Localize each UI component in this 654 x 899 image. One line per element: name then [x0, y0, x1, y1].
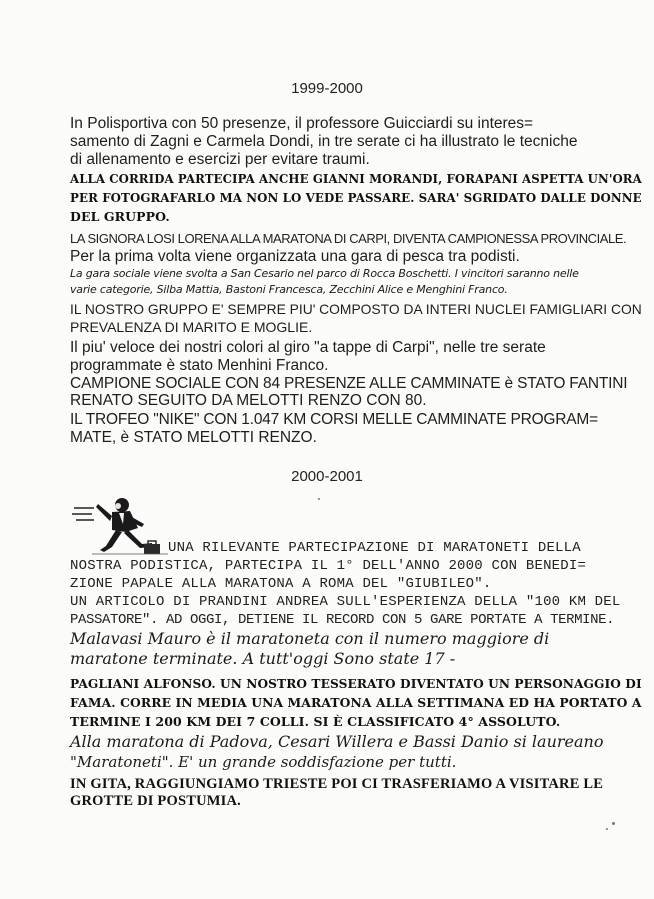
paragraph-line: Malavasi Mauro è il maratoneta con il numero maggiore di — [70, 629, 550, 648]
paragraph-line: MATE, è STATO MELOTTI RENZO. — [70, 429, 317, 446]
paragraph-line: PAGLIANI ALFONSO. UN NOSTRO TESSERATO DIVENTATO UN PERSONAGGIO DI — [70, 676, 642, 691]
paragraph-line: PASSATORE". AD OGGI, DETIENE IL RECORD CON 5 GARE PORTATE A TERMINE. — [70, 612, 615, 628]
paragraph-line: ZIONE PAPALE ALLA MARATONA A ROMA DEL "GIUBILEO". — [70, 576, 492, 592]
paragraph-line: programmate è stato Menhini Franco. — [70, 357, 329, 374]
paragraph-line: maratone terminate. A tutt'oggi Sono state 17 - — [70, 649, 456, 668]
paragraph-line: UNA RILEVANTE PARTECIPAZIONE DI MARATONETI DELLA — [168, 540, 581, 556]
year-heading-2000-2001: 2000-2001 — [291, 468, 363, 485]
paragraph-line: IL TROFEO "NIKE" CON 1.047 KM CORSI MELLE CAMMINATE PROGRAM= — [70, 411, 598, 428]
paragraph-line: LA SIGNORA LOSI LORENA ALLA MARATONA DI CARPI, DIVENTA CAMPIONESSA PROVINCIALE. — [70, 231, 627, 246]
paragraph-line: CAMPIONE SOCIALE CON 84 PRESENZE ALLE CAMMINATE è STATO FANTINI — [70, 375, 628, 392]
paragraph-line: TERMINE I 200 KM DEI 7 COLLI. SI È CLASSIFICATO 4° ASSOLUTO. — [70, 714, 561, 729]
paragraph-line: FAMA. CORRE IN MEDIA UNA MARATONA ALLA SETTIMANA ED HA PORTATO A — [70, 695, 642, 710]
paragraph-line: "Maratoneti". E' un grande soddisfazione per tutti. — [70, 753, 457, 771]
paragraph-line: samento di Zagni e Carmela Dondi, in tre serate ci ha illustrato le tecniche — [70, 133, 578, 150]
paragraph-line: di allenamento e esercizi per evitare traumi. — [70, 151, 370, 168]
paragraph-line: Alla maratona di Padova, Cesari Willera e Bassi Danio si laureano — [70, 732, 604, 751]
scan-speck — [318, 498, 320, 500]
paragraph-line: Per la prima volta viene organizzata una gara di pesca tra podisti. — [70, 248, 520, 265]
scan-speck — [606, 828, 608, 830]
paragraph-line: IL NOSTRO GRUPPO E' SEMPRE PIU' COMPOSTO DA INTERI NUCLEI FAMIGLIARI CON — [70, 301, 642, 317]
paragraph-line: Il piu' veloce dei nostri colori al giro "a tappe di Carpi", nelle tre serate — [70, 339, 546, 356]
paragraph-line: NOSTRA PODISTICA, PARTECIPA IL 1° DELL'ANNO 2000 CON BENEDI= — [70, 558, 587, 574]
scan-speck — [612, 822, 615, 825]
paragraph-line: IN GITA, RAGGIUNGIAMO TRIESTE POI CI TRASFERIAMO A VISITARE LE — [70, 776, 604, 792]
paragraph-line: RENATO SEGUITO DA MELOTTI RENZO CON 80. — [70, 392, 427, 409]
paragraph-line: UN ARTICOLO DI PRANDINI ANDREA SULL'ESPERIENZA DELLA "100 KM DEL — [70, 594, 621, 610]
paragraph-line: PER FOTOGRAFARLO MA NON LO VEDE PASSARE. SARA' SGRIDATO DALLE DONNE — [70, 190, 642, 205]
paragraph-line: GROTTE DI POSTUMIA. — [70, 793, 241, 809]
paragraph-line: In Polisportiva con 50 presenze, il professore Guicciardi su interes= — [70, 115, 534, 132]
paragraph-line: La gara sociale viene svolta a San Cesario nel parco di Rocca Boschetti. I vincitori saranno nelle — [70, 267, 579, 280]
year-heading-1999-2000: 1999-2000 — [291, 80, 363, 97]
paragraph-line: DEL GRUPPO. — [70, 209, 170, 224]
paragraph-line: varie categorie, Silba Mattia, Bastoni Francesca, Zecchini Alice e Menghini Franco. — [70, 283, 508, 296]
paragraph-line: ALLA CORRIDA PARTECIPA ANCHE GIANNI MORANDI, FORAPANI ASPETTA UN'ORA — [70, 171, 642, 186]
paragraph-line: PREVALENZA DI MARITO E MOGLIE. — [70, 319, 313, 335]
running-businessman-icon — [72, 494, 172, 556]
